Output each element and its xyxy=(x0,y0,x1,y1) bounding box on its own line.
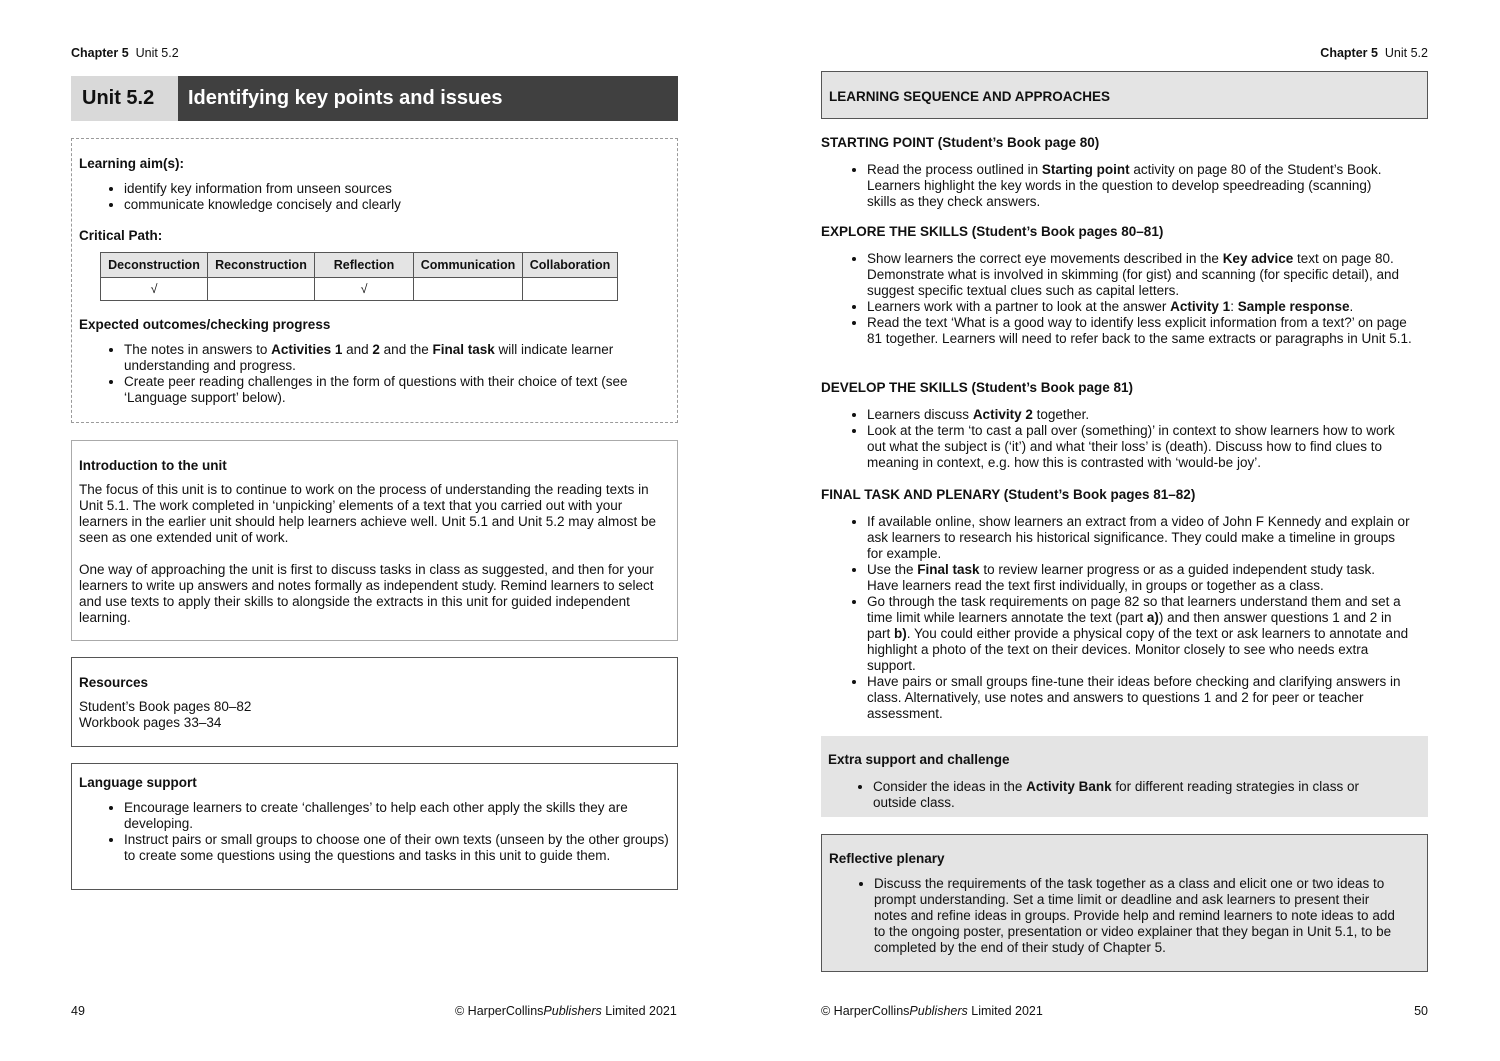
develop-list xyxy=(821,407,1428,471)
unit-label: Unit 5.2 xyxy=(135,46,179,60)
develop-heading: DEVELOP THE SKILLS (Student’s Book page 81) xyxy=(821,380,1134,395)
aims-list xyxy=(79,181,670,213)
explore-list xyxy=(821,251,1428,347)
list-item: • Have pairs or small groups fine-tune their ideas before checking and clarifying answers in class. Alternatively, use notes and answers to questions 1 and 2 for peer or teacher assessment. xyxy=(867,674,1410,722)
outcomes-heading: Expected outcomes/checking progress xyxy=(79,317,331,332)
sequence-heading: LEARNING SEQUENCE AND APPROACHES xyxy=(829,89,1111,104)
list-item: • Read the text ‘What is a good way to identify less explicit information from a text?’ on page 81 together. Learners will need to refer back to the same extracts or paragraphs in Unit 5.1. xyxy=(867,315,1418,347)
final-task-section xyxy=(821,487,1428,722)
starting-point-section xyxy=(821,135,1428,210)
starting-list xyxy=(821,162,1428,210)
aims-heading: Learning aim(s): xyxy=(79,156,185,171)
table-header: Reflection xyxy=(315,253,414,278)
list-item: • Consider the ideas in the Activity Bank for different reading strategies in class or outside class. xyxy=(873,779,1401,811)
learning-aims-box xyxy=(71,138,678,423)
right-page-number: 50 xyxy=(1414,1004,1428,1018)
table-cell: √ xyxy=(315,278,414,301)
chapter-label: Chapter 5 xyxy=(1320,46,1378,60)
explore-heading: EXPLORE THE SKILLS (Student’s Book pages 80–81) xyxy=(821,224,1164,239)
extra-support-box xyxy=(821,736,1428,817)
final-heading: FINAL TASK AND PLENARY (Student’s Book pages 81–82) xyxy=(821,487,1196,502)
unit-title-bar xyxy=(71,76,678,121)
final-list xyxy=(821,514,1428,722)
table-cell xyxy=(414,278,523,301)
table-header: Reconstruction xyxy=(208,253,315,278)
list-item: • If available online, show learners an extract from a video of John F Kennedy and explain or ask learners to research his historical significance. They could make a timeline in groups for example. xyxy=(867,514,1410,562)
extra-list xyxy=(828,779,1421,811)
unit-label: Unit 5.2 xyxy=(1384,46,1428,60)
unit-number: Unit 5.2 xyxy=(71,76,178,121)
list-item: • Learners discuss Activity 2 together. xyxy=(867,407,1414,423)
resources-heading: Resources xyxy=(79,675,149,690)
table-cell xyxy=(523,278,618,301)
list-item: • Show learners the correct eye movements described in the Key advice text on page 80. Demonstrate what is involved in skimming (for gist) and scanning (for specific detail), and suggest specific textual clues such as capital letters. xyxy=(867,251,1418,299)
list-item: • Look at the term ‘to cast a pall over (something)’ in context to show learners how to work out what the subject is (‘it’) and what ‘their loss’ is (death). Discuss how to find clues to meaning in context, e.g. how this is contrasted with ‘would-be joy’. xyxy=(867,423,1414,471)
left-page-number: 49 xyxy=(71,1004,85,1018)
chapter-label: Chapter 5 xyxy=(71,46,129,60)
right-copyright: © HarperCollinsPublishers Limited 2021 xyxy=(821,1004,1043,1018)
extra-heading: Extra support and challenge xyxy=(828,752,1010,767)
list-item: • Go through the task requirements on page 82 so that learners understand them and set a time limit while learners annotate the text (part a)) and then answer questions 1 and 2 in part b). You could either provide a physical copy of the text or ask learners to annotate and highlight a photo of the text on their devices. Monitor closely to see who needs extra support. xyxy=(867,594,1410,674)
reflective-list xyxy=(829,876,1420,956)
reflective-plenary-box xyxy=(821,834,1428,972)
list-item: • Create peer reading challenges in the form of questions with their choice of text (see ‘Language support’ below). xyxy=(124,374,670,406)
critical-path-table xyxy=(100,252,618,301)
list-item: • Instruct pairs or small groups to choose one of their own texts (unseen by the other groups) to create some questions using the questions and tasks in this unit to guide them. xyxy=(124,832,670,864)
list-item: • communicate knowledge concisely and clearly xyxy=(124,197,670,213)
left-running-header xyxy=(71,45,179,61)
develop-skills-section xyxy=(821,380,1428,471)
list-item: • Learners work with a partner to look at the answer Activity 1: Sample response. xyxy=(867,299,1418,315)
list-item: • Encourage learners to create ‘challenges’ to help each other apply the skills they are developing. xyxy=(124,800,670,832)
learning-sequence-banner xyxy=(821,71,1428,119)
table-header: Deconstruction xyxy=(101,253,208,278)
resources-box xyxy=(71,657,678,747)
table-cell: √ xyxy=(101,278,208,301)
intro-paragraph-2: One way of approaching the unit is first to discuss tasks in class as suggested, and then for your learners to write up answers and notes formally as independent study. Remind learners to select and use texts to apply their skills to alongside the extracts in this unit for guided independent learning. xyxy=(79,562,654,625)
intro-paragraph-1: The focus of this unit is to continue to work on the process of understanding the reading texts in Unit 5.1. The work completed in ‘unpicking’ elements of a text that you carried out with your learners in the earlier unit should help learners achieve well. Unit 5.1 and Unit 5.2 may almost be seen as one extended unit of work. xyxy=(79,482,657,545)
table-header: Communication xyxy=(414,253,523,278)
intro-heading: Introduction to the unit xyxy=(79,458,227,473)
list-item: • The notes in answers to Activities 1 and 2 and the Final task will indicate learner understanding and progress. xyxy=(124,342,670,374)
left-copyright: © HarperCollinsPublishers Limited 2021 xyxy=(455,1004,677,1018)
resources-line: Workbook pages 33–34 xyxy=(79,715,222,730)
resources-line: Student’s Book pages 80–82 xyxy=(79,699,252,714)
language-heading: Language support xyxy=(79,775,197,790)
outcomes-list xyxy=(79,342,670,406)
critical-path-heading: Critical Path: xyxy=(79,228,163,243)
starting-heading: STARTING POINT (Student’s Book page 80) xyxy=(821,135,1100,150)
list-item: • Read the process outlined in Starting point activity on page 80 of the Student’s Book. Learners highlight the key words in the question to develop speedreading (scanning) skills as they check answers. xyxy=(867,162,1400,210)
unit-name: Identifying key points and issues xyxy=(178,76,678,121)
table-header: Collaboration xyxy=(523,253,618,278)
explore-skills-section xyxy=(821,224,1428,347)
right-running-header xyxy=(1320,45,1428,61)
table-cell xyxy=(208,278,315,301)
language-support-box xyxy=(71,763,678,890)
introduction-box xyxy=(71,440,678,641)
reflective-heading: Reflective plenary xyxy=(829,851,945,866)
list-item: • Discuss the requirements of the task together as a class and elicit one or two ideas to prompt understanding. Set a time limit or deadline and ask learners to present their notes and refine ideas in groups. Provide help and remind learners to note ideas to add to the ongoing poster, presentation or video explainer that they began in Unit 5.1, to be completed by the end of their study of Chapter 5. xyxy=(874,876,1400,956)
list-item: • identify key information from unseen sources xyxy=(124,181,670,197)
list-item: • Use the Final task to review learner progress or as a guided independent study task. Have learners read the text first individually, in groups or together as a class. xyxy=(867,562,1410,594)
language-list xyxy=(79,800,670,864)
